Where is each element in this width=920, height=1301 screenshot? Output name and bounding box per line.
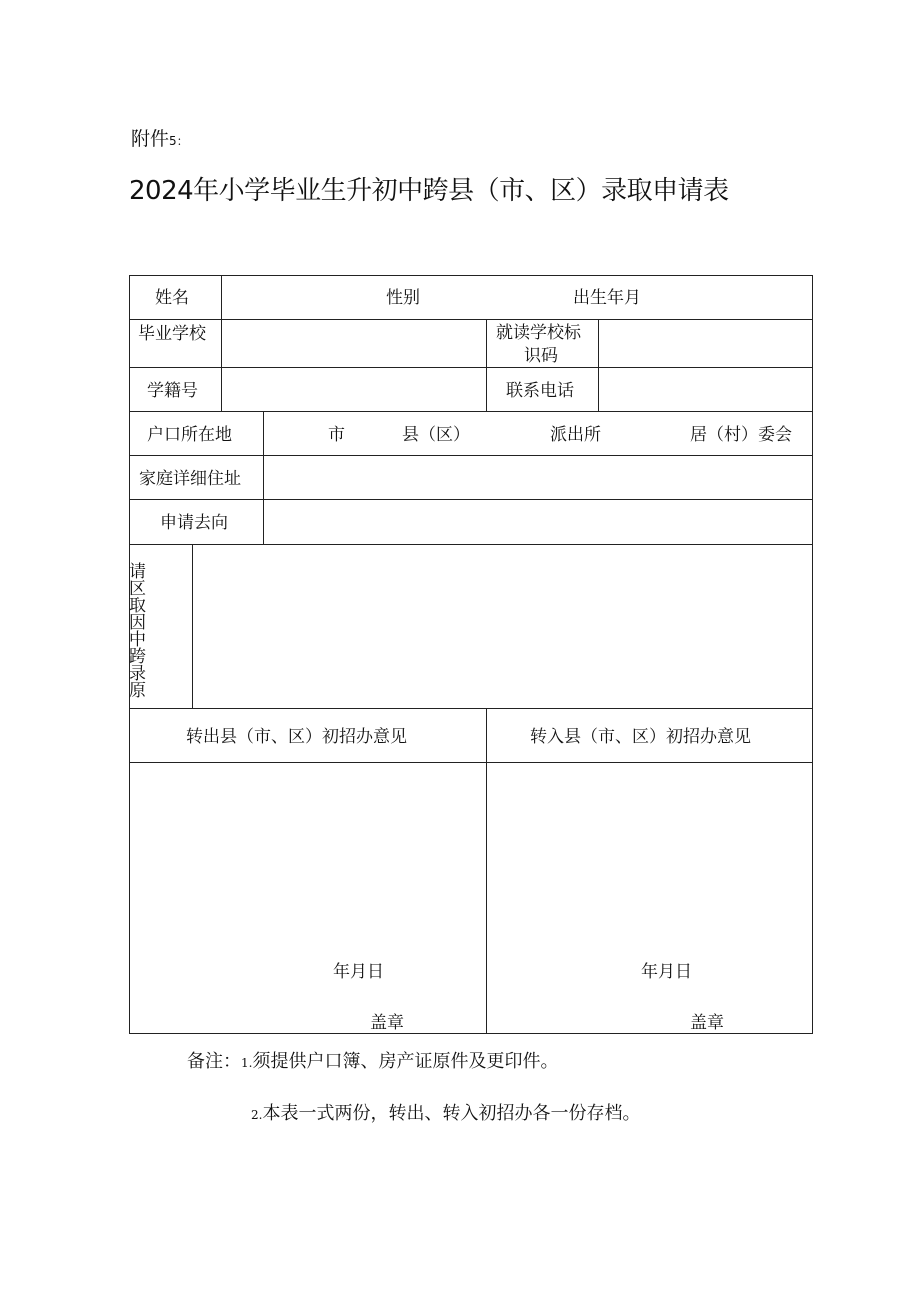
row-divider — [129, 367, 813, 368]
column-divider — [221, 275, 222, 411]
student-id-label: 学籍号 — [147, 381, 198, 401]
in-seal-label: 盖章 — [690, 1013, 724, 1033]
birth-label: 出生年月 — [573, 288, 641, 308]
destination-label: 申请去向 — [160, 513, 228, 533]
phone-label: 联系电话 — [506, 381, 574, 401]
gender-label: 性别 — [386, 288, 420, 308]
out-opinion-label: 转出县（市、区）初招办意见 — [186, 727, 407, 747]
note-number-1: 1. — [241, 1056, 253, 1070]
hukou-label: 户口所在地 — [147, 425, 232, 445]
attachment-text: 附件 — [131, 128, 170, 150]
column-divider — [486, 708, 487, 1033]
row-divider — [129, 411, 813, 412]
note-item-2 — [251, 1099, 640, 1125]
row-divider — [129, 708, 813, 709]
attachment-number: 5： — [169, 134, 189, 148]
row-divider — [129, 319, 813, 320]
out-date-label: 年月日 — [333, 962, 384, 982]
row-divider — [129, 762, 813, 763]
attachment-label — [131, 124, 189, 151]
city-label: 市 — [328, 425, 345, 445]
school-id-label-line1: 就读学校标 — [496, 323, 581, 343]
school-label: 毕业学校 — [138, 324, 206, 344]
note-item-1 — [187, 1047, 558, 1073]
in-date-label: 年月日 — [641, 962, 692, 982]
table-border-top — [129, 275, 813, 276]
column-divider — [192, 544, 193, 708]
note-prefix: 备注： — [187, 1051, 241, 1072]
column-divider — [263, 411, 264, 544]
row-divider — [129, 455, 813, 456]
row-divider — [129, 499, 813, 500]
address-label: 家庭详细住址 — [139, 469, 241, 489]
page-title: 2024年小学毕业生升初中跨县（市、区）录取申请表 — [129, 176, 729, 206]
column-divider — [598, 319, 599, 411]
school-id-label-line2: 识码 — [524, 346, 558, 366]
row-divider — [129, 544, 813, 545]
out-seal-label: 盖章 — [370, 1013, 404, 1033]
reason-label: 请区取因中跨录原 — [129, 562, 146, 701]
column-divider — [486, 319, 487, 411]
in-opinion-label: 转入县（市、区）初招办意见 — [530, 727, 751, 747]
note-number-2: 2. — [251, 1108, 263, 1122]
table-border-right — [812, 275, 813, 1034]
name-label: 姓名 — [155, 288, 189, 308]
community-label: 居（村）委会 — [690, 425, 792, 445]
note-text-2: 本表一式两份，转出、转入初招办各一份存档。 — [262, 1103, 641, 1124]
county-label: 县（区） — [402, 425, 470, 445]
police-station-label: 派出所 — [550, 425, 601, 445]
note-text-1: 须提供户口簿、房产证原件及更印件。 — [252, 1051, 559, 1072]
